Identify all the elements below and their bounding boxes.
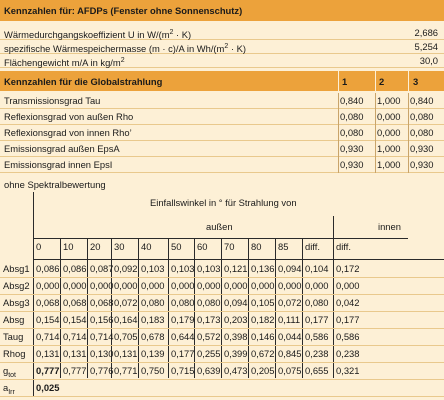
global-row-value: 0,000 xyxy=(377,127,401,138)
angle-cell: 0,000 xyxy=(278,280,302,291)
angle-cell: 0,705 xyxy=(114,331,138,342)
angle-cell: 0,177 xyxy=(336,314,360,325)
angle-cell: 0,087 xyxy=(90,263,114,274)
angle-col-header: 70 xyxy=(224,241,235,252)
global-row-value: 0,080 xyxy=(410,111,434,122)
global-col-header: 1 xyxy=(342,76,348,87)
global-row-label: Transmissionsgrad Tau xyxy=(4,95,101,106)
angle-cell: 0,000 xyxy=(171,280,195,291)
angle-row-label: $a_{Irr}$ xyxy=(3,382,15,396)
angle-cell: 0,130 xyxy=(90,348,114,359)
angle-cell: 0,777 xyxy=(36,365,60,376)
angle-cell: 0,321 xyxy=(336,365,360,376)
global-header-bar xyxy=(0,71,444,91)
angle-cell: 0,586 xyxy=(305,331,329,342)
divider xyxy=(338,93,339,173)
global-row xyxy=(0,125,444,141)
angle-col-header: 40 xyxy=(141,241,152,252)
angle-cell: 0,072 xyxy=(278,297,302,308)
angle-cell: 0,094 xyxy=(278,263,302,274)
spectral-note: ohne Spektralbewertung xyxy=(4,179,106,190)
global-row-value: 0,930 xyxy=(340,159,364,170)
angle-cell: 0,121 xyxy=(224,263,248,274)
angle-cell: 0,398 xyxy=(224,331,248,342)
angle-cell: 0,111 xyxy=(278,314,301,325)
angle-cell: 0,080 xyxy=(305,297,329,308)
global-row-value: 0,930 xyxy=(410,143,434,154)
angle-col-header: 50 xyxy=(171,241,182,252)
angle-row-label: Absg2 xyxy=(3,280,30,291)
angle-cell: 0,777 xyxy=(63,365,87,376)
global-row xyxy=(0,93,444,109)
angle-cell: 0,025 xyxy=(36,382,60,393)
divider xyxy=(338,71,339,91)
angle-cell: 0,714 xyxy=(63,331,87,342)
angle-cell: 0,473 xyxy=(224,365,248,376)
global-title: Kennzahlen für die Globalstrahlung xyxy=(4,76,163,87)
global-row-value: 1,000 xyxy=(377,95,401,106)
angle-cell: 0,845 xyxy=(278,348,302,359)
afdp-row-label: Wärmedurchgangskoeffizient U in $W/(m^2 \cdot K)$ xyxy=(4,29,192,41)
angle-cell: 0,172 xyxy=(336,263,360,274)
angle-cell: 0,203 xyxy=(224,314,248,325)
angle-cell: 0,586 xyxy=(336,331,360,342)
global-row-value: 0,930 xyxy=(340,143,364,154)
angle-cell: 0,714 xyxy=(90,331,114,342)
angle-col-header: 0 xyxy=(36,241,42,252)
angle-cell: 0,139 xyxy=(141,348,165,359)
global-row-value: 0,000 xyxy=(377,111,401,122)
afdp-row-value: 5,254 xyxy=(414,41,438,52)
afdp-row-label: spezifische Wärmespeichermasse (m · c)/A in $Wh/(m^2 \cdot K)$ xyxy=(4,43,246,55)
rule xyxy=(33,259,444,260)
angle-cell: 0,000 xyxy=(90,280,114,291)
angle-cell: 0,080 xyxy=(141,297,165,308)
angle-cell: 0,104 xyxy=(305,263,329,274)
global-row-value: 0,080 xyxy=(340,127,364,138)
divider xyxy=(375,71,376,91)
global-row-value: 0,840 xyxy=(410,95,434,106)
global-row xyxy=(0,157,444,173)
angle-cell: 0,678 xyxy=(141,331,165,342)
angle-inside-label: innen xyxy=(378,221,401,232)
angle-cell: 0,080 xyxy=(197,297,221,308)
global-col-header: 2 xyxy=(379,76,385,87)
angle-cell: 0,075 xyxy=(278,365,302,376)
angle-cell: 0,255 xyxy=(197,348,221,359)
angle-cell: 0,080 xyxy=(171,297,195,308)
divider xyxy=(333,216,334,240)
afdp-row-value: 30,0 xyxy=(419,55,438,66)
angle-cell: 0,177 xyxy=(305,314,329,325)
divider xyxy=(375,93,376,173)
angle-cell: 0,000 xyxy=(336,280,360,291)
angle-cell: 0,000 xyxy=(197,280,221,291)
angle-cell: 0,000 xyxy=(305,280,329,291)
angle-row-label: Absg xyxy=(3,314,25,325)
angle-cell: 0,750 xyxy=(141,365,165,376)
angle-cell: 0,000 xyxy=(36,280,60,291)
angle-cell: 0,068 xyxy=(36,297,60,308)
angle-cell: 0,164 xyxy=(114,314,138,325)
angle-col-header: 30 xyxy=(114,241,125,252)
angle-row-label: Taug xyxy=(3,331,24,342)
angle-row-label: Absg1 xyxy=(3,263,30,274)
angle-cell: 0,044 xyxy=(278,331,302,342)
angle-cell: 0,042 xyxy=(336,297,360,308)
global-row-label: Reflexionsgrad von außen Rho xyxy=(4,111,134,122)
angle-cell: 0,672 xyxy=(251,348,275,359)
angle-cell: 0,068 xyxy=(90,297,114,308)
angle-cell: 0,644 xyxy=(171,331,195,342)
angle-cell: 0,182 xyxy=(251,314,275,325)
angle-cell: 0,205 xyxy=(251,365,275,376)
angle-cell: 0,183 xyxy=(141,314,165,325)
angle-cell: 0,068 xyxy=(63,297,87,308)
angle-cell: 0,572 xyxy=(197,331,221,342)
angle-cell: 0,131 xyxy=(114,348,138,359)
angle-cell: 0,103 xyxy=(171,263,195,274)
angle-cell: 0,154 xyxy=(36,314,60,325)
global-col-header: 3 xyxy=(413,76,419,87)
angle-outside-label: außen xyxy=(206,221,233,232)
angle-cell: 0,000 xyxy=(63,280,87,291)
angle-col-header: 85 xyxy=(278,241,289,252)
angle-col-header: diff. xyxy=(305,241,320,252)
afdp-row xyxy=(0,54,444,68)
global-row-value: 0,930 xyxy=(410,159,434,170)
global-row-label: Emissionsgrad außen EpsA xyxy=(4,143,120,154)
angle-cell: 0,173 xyxy=(197,314,221,325)
angle-cell: 0,177 xyxy=(171,348,195,359)
angle-cell: 0,238 xyxy=(305,348,329,359)
global-row-label: Emissionsgrad innen EpsI xyxy=(4,159,113,170)
angle-col-header: 60 xyxy=(197,241,208,252)
global-row-value: 0,080 xyxy=(410,127,434,138)
angle-cell: 0,179 xyxy=(171,314,195,325)
angle-row-label: Absg3 xyxy=(3,297,30,308)
global-row-value: 0,840 xyxy=(340,95,364,106)
angle-row xyxy=(0,380,444,397)
angle-col-header: 80 xyxy=(251,241,262,252)
afdp-row-label: Flächengewicht m/A in $kg/m^2$ xyxy=(4,57,125,69)
divider xyxy=(408,93,409,173)
angle-col-header: 20 xyxy=(90,241,101,252)
angle-cell: 0,715 xyxy=(171,365,195,376)
angle-cell: 0,655 xyxy=(305,365,329,376)
angle-cell: 0,000 xyxy=(224,280,248,291)
divider xyxy=(408,71,409,91)
angle-col-header: diff. xyxy=(336,241,351,252)
angle-cell: 0,714 xyxy=(36,331,60,342)
angle-cell: 0,094 xyxy=(224,297,248,308)
global-row-value: 1,000 xyxy=(377,143,401,154)
angle-cell: 0,146 xyxy=(251,331,275,342)
global-row-value: 1,000 xyxy=(377,159,401,170)
angle-cell: 0,776 xyxy=(90,365,114,376)
angle-cell: 0,131 xyxy=(36,348,60,359)
angle-cell: 0,072 xyxy=(114,297,138,308)
angle-cell: 0,154 xyxy=(63,314,87,325)
angle-cell: 0,103 xyxy=(141,263,165,274)
angle-cell: 0,000 xyxy=(141,280,165,291)
angle-cell: 0,105 xyxy=(251,297,275,308)
angle-row-label: Rhog xyxy=(3,348,26,359)
angle-cell: 0,238 xyxy=(336,348,360,359)
global-row-label: Reflexionsgrad von innen Rho’ xyxy=(4,127,132,138)
afdp-row-value: 2,686 xyxy=(414,27,438,38)
angle-cell: 0,131 xyxy=(63,348,87,359)
afdp-row xyxy=(0,40,444,54)
angle-cell: 0,639 xyxy=(197,365,221,376)
angle-cell: 0,399 xyxy=(224,348,248,359)
angle-cell: 0,000 xyxy=(251,280,275,291)
angle-cell: 0,771 xyxy=(114,365,138,376)
angle-col-header: 10 xyxy=(63,241,74,252)
global-row xyxy=(0,141,444,157)
afdp-title: Kennzahlen für: AFDPs (Fenster ohne Sonnenschutz) xyxy=(4,5,243,16)
angle-cell: 0,086 xyxy=(63,263,87,274)
angle-cell: 0,092 xyxy=(114,263,138,274)
angle-cell: 0,136 xyxy=(251,263,275,274)
angle-title: Einfallswinkel in ° für Strahlung von xyxy=(150,197,297,208)
angle-cell: 0,156 xyxy=(90,314,114,325)
afdp-header-bar xyxy=(0,0,444,21)
angle-cell: 0,000 xyxy=(114,280,138,291)
angle-cell: 0,086 xyxy=(36,263,60,274)
afdp-row xyxy=(0,26,444,40)
angle-cell: 0,103 xyxy=(197,263,221,274)
global-row xyxy=(0,109,444,125)
angle-row-label: $g_{tot}$ xyxy=(3,365,17,379)
global-row-value: 0,080 xyxy=(340,111,364,122)
